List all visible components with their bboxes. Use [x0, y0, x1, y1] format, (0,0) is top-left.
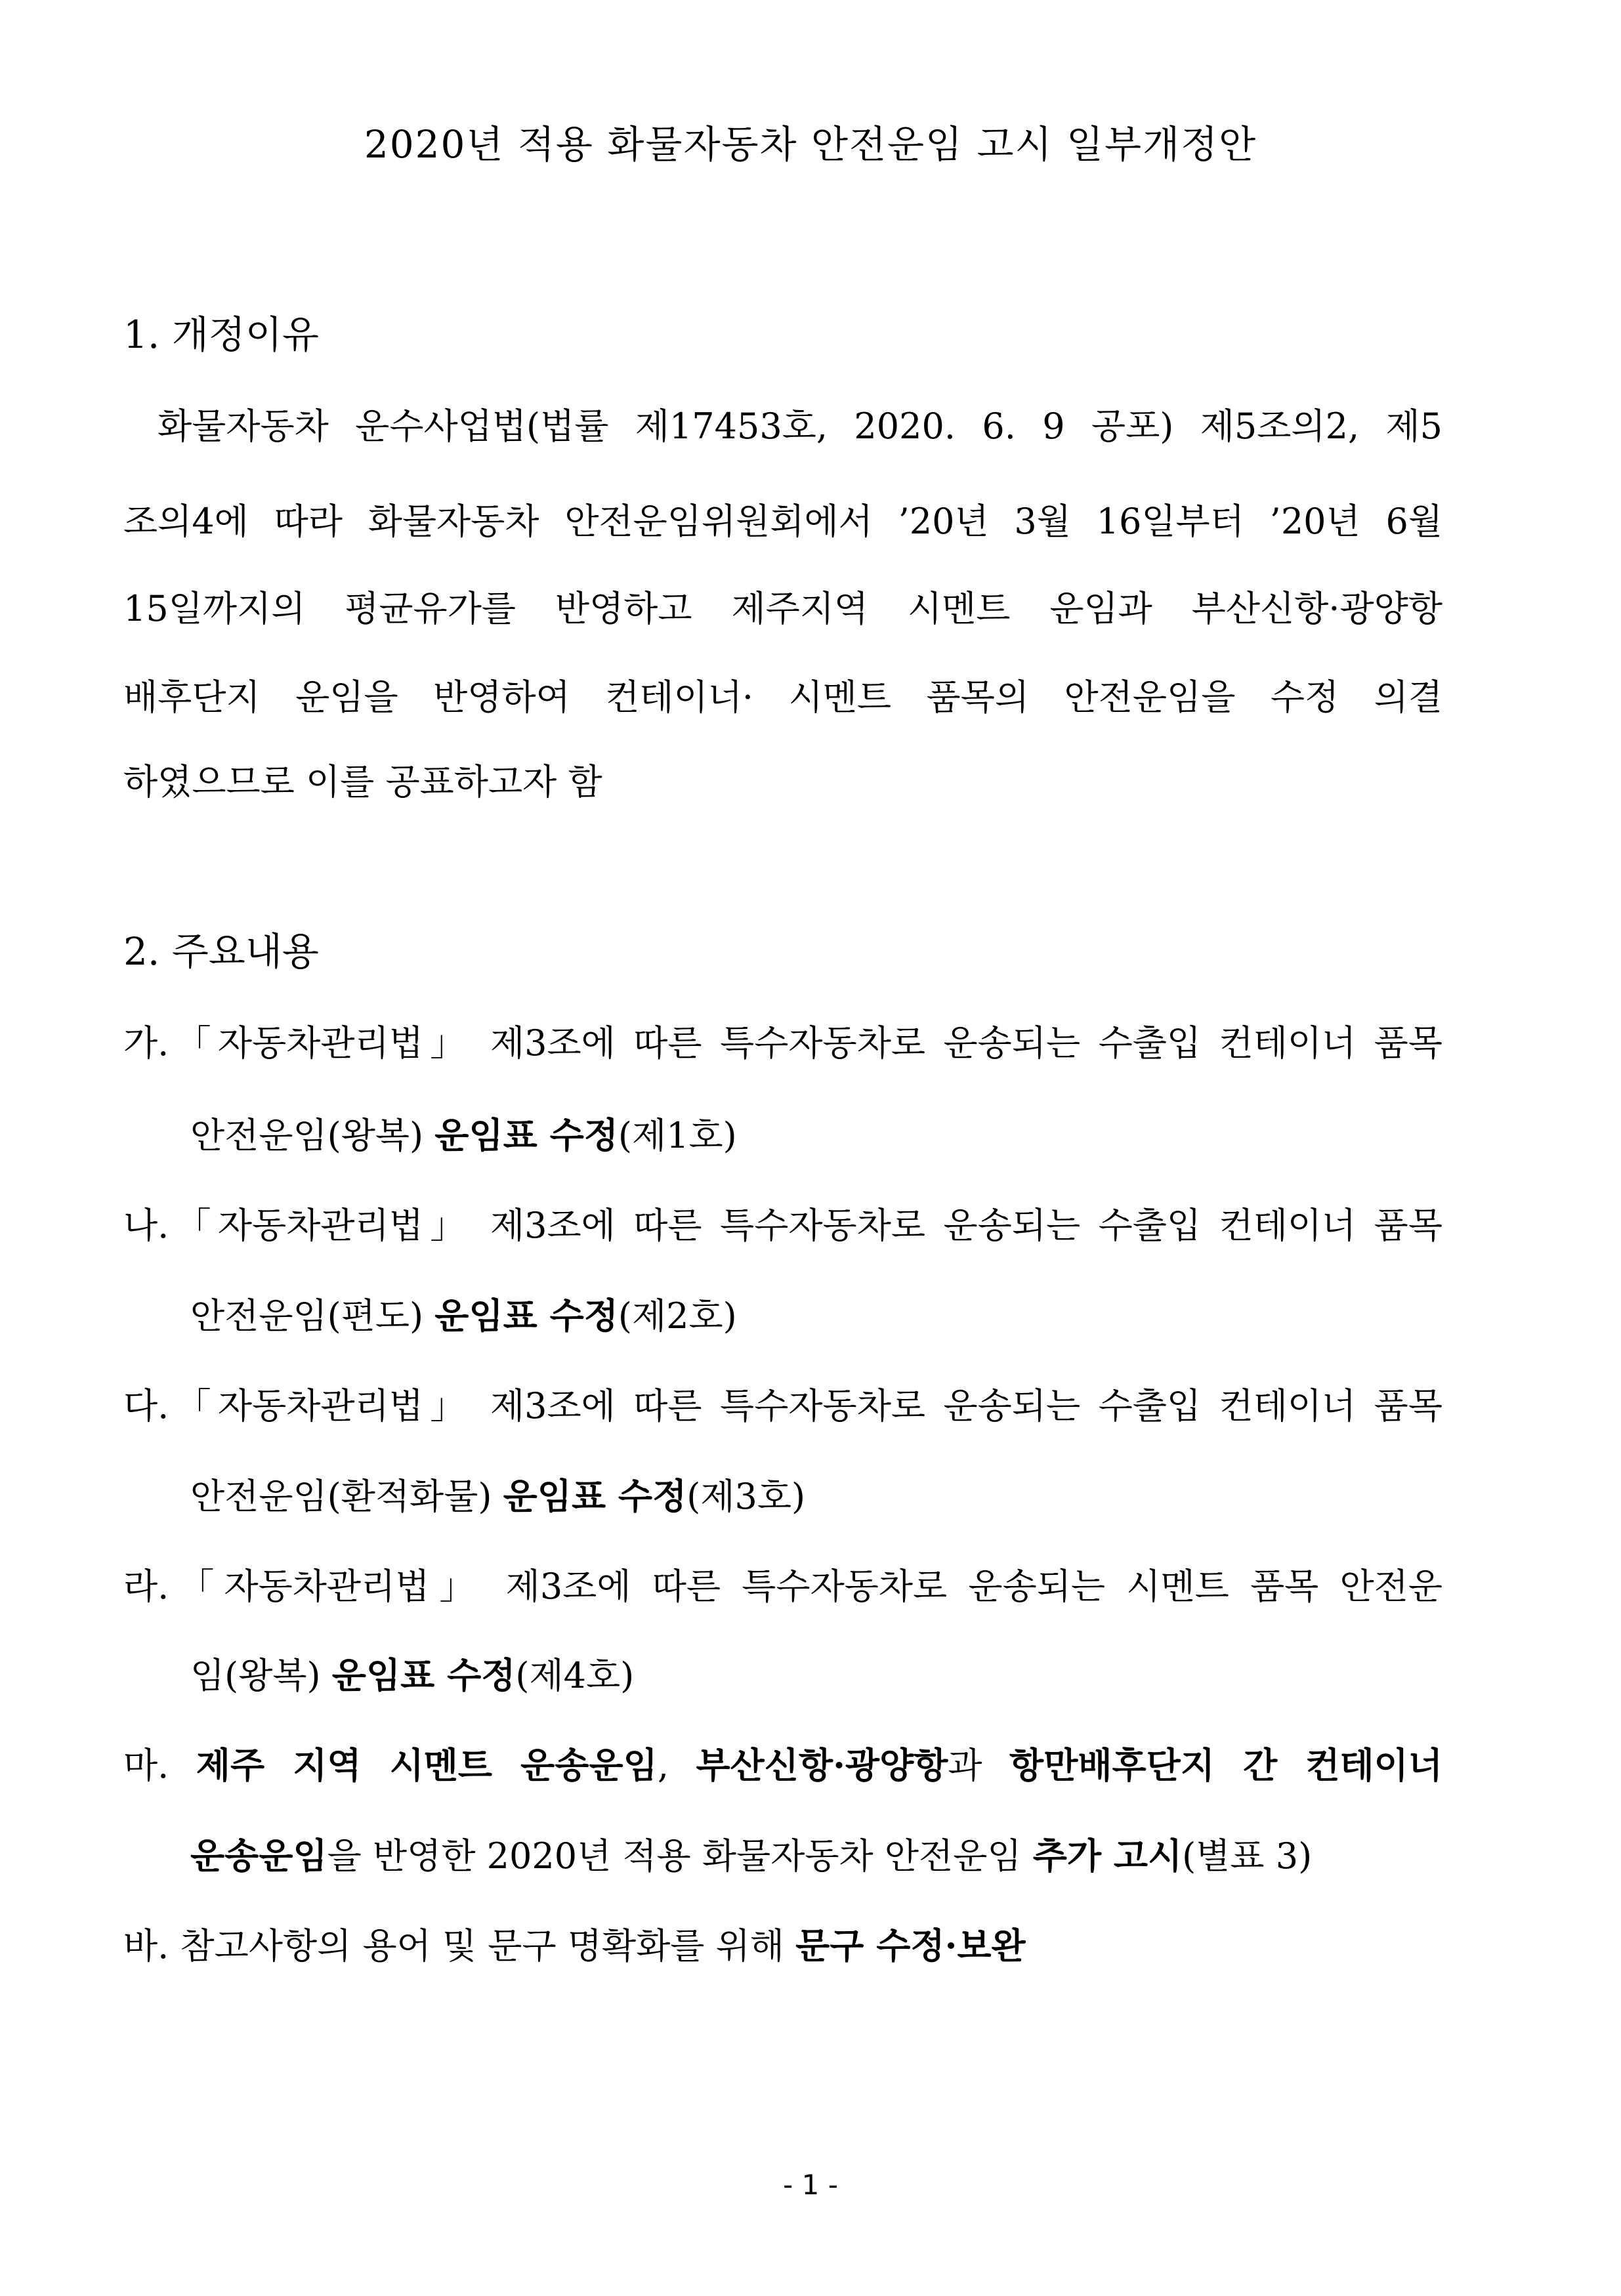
item-na-line-2: [190, 1293, 1442, 1339]
item-ma-line-1: [123, 1742, 1442, 1789]
item-ma-text-1: ,: [657, 1745, 696, 1786]
reason-line-2: 조의4에 따라 화물자동차 안전운임위원회에서 ’20년 3월 16일부터 ’20년 6월: [123, 501, 1442, 542]
item-ra-line-1: 라.「자동차관리법」 제3조에 따른 특수자동차로 운송되는 시멘트 품목 안전운: [123, 1566, 1443, 1607]
item-ma-text-3: 을 반영한 2020년 적용 화물자동차 안전운임: [327, 1835, 1033, 1877]
item-da-line-1: 다.「자동차관리법」 제3조에 따른 특수자동차로 운송되는 수출입 컨테이너 품목: [123, 1385, 1442, 1427]
item-da-bold: 운임표 수정: [503, 1475, 687, 1517]
item-ma-prefix: 마.: [123, 1745, 196, 1786]
item-na-bold: 운임표 수정: [434, 1295, 618, 1337]
item-ma-ref: (별표 3): [1182, 1835, 1313, 1877]
item-ra-line-2: [190, 1652, 1442, 1699]
page-number: - 1 -: [783, 2169, 838, 2201]
item-ra-ref: (제4호): [515, 1655, 635, 1696]
item-da-line-2: [190, 1473, 1442, 1520]
item-ra-bold: 운임표 수정: [331, 1654, 516, 1696]
reason-line-5: 하였으므로 이를 공표하고자 함: [123, 761, 602, 803]
item-ma-line-2: [190, 1833, 1442, 1879]
item-ma-bold-5: 추가 고시: [1032, 1835, 1183, 1877]
item-ma-bold-4: 운송운임: [190, 1835, 327, 1877]
reason-line-3: 15일까지의 평균유가를 반영하고 제주지역 시멘트 운임과 부산신항·광양항: [123, 588, 1442, 629]
item-ba-bold: 문구 수정·보완: [795, 1925, 1026, 1967]
item-ga-text: 안전운임(왕복): [190, 1115, 435, 1156]
item-ma-bold-2: 부산신항·광양항: [696, 1744, 948, 1786]
item-ra-text: 임(왕복): [190, 1655, 332, 1696]
section-heading-main-content: 2. 주요내용: [123, 929, 319, 974]
item-ga-ref: (제1호): [618, 1115, 737, 1156]
item-na-text: 안전운임(편도): [190, 1295, 435, 1337]
section-heading-reason: 1. 개정이유: [123, 312, 319, 357]
item-ga-bold: 운임표 수정: [434, 1114, 618, 1156]
item-ma-bold-1: 제주 지역 시멘트 운송운임: [196, 1744, 658, 1786]
item-ga-line-2: [190, 1112, 1442, 1159]
document-title: 2020년 적용 화물자동차 안전운임 고시 일부개정안: [364, 122, 1257, 167]
item-na-ref: (제2호): [618, 1295, 737, 1337]
item-ba-line-1: [123, 1923, 1442, 1969]
item-ma-bold-3: 항만배후단지 간 컨테이너: [1009, 1744, 1442, 1786]
item-da-ref: (제3호): [686, 1476, 806, 1517]
reason-line-1: 화물자동차 운수사업법(법률 제17453호, 2020. 6. 9 공포) 제5조의2, 제5: [158, 406, 1442, 447]
item-da-text: 안전운임(환적화물): [190, 1476, 503, 1517]
item-ba-text: 바. 참고사항의 용어 및 문구 명확화를 위해: [123, 1925, 796, 1967]
reason-line-4: 배후단지 운임을 반영하여 컨테이너· 시멘트 품목의 안전운임을 수정 의결: [123, 677, 1442, 718]
item-ma-text-2: 과: [948, 1745, 1010, 1786]
item-ga-line-1: 가.「자동차관리법」 제3조에 따른 특수자동차로 운송되는 수출입 컨테이너 품목: [123, 1022, 1442, 1064]
item-na-line-1: 나.「자동차관리법」 제3조에 따른 특수자동차로 운송되는 수출입 컨테이너 품목: [123, 1205, 1442, 1246]
